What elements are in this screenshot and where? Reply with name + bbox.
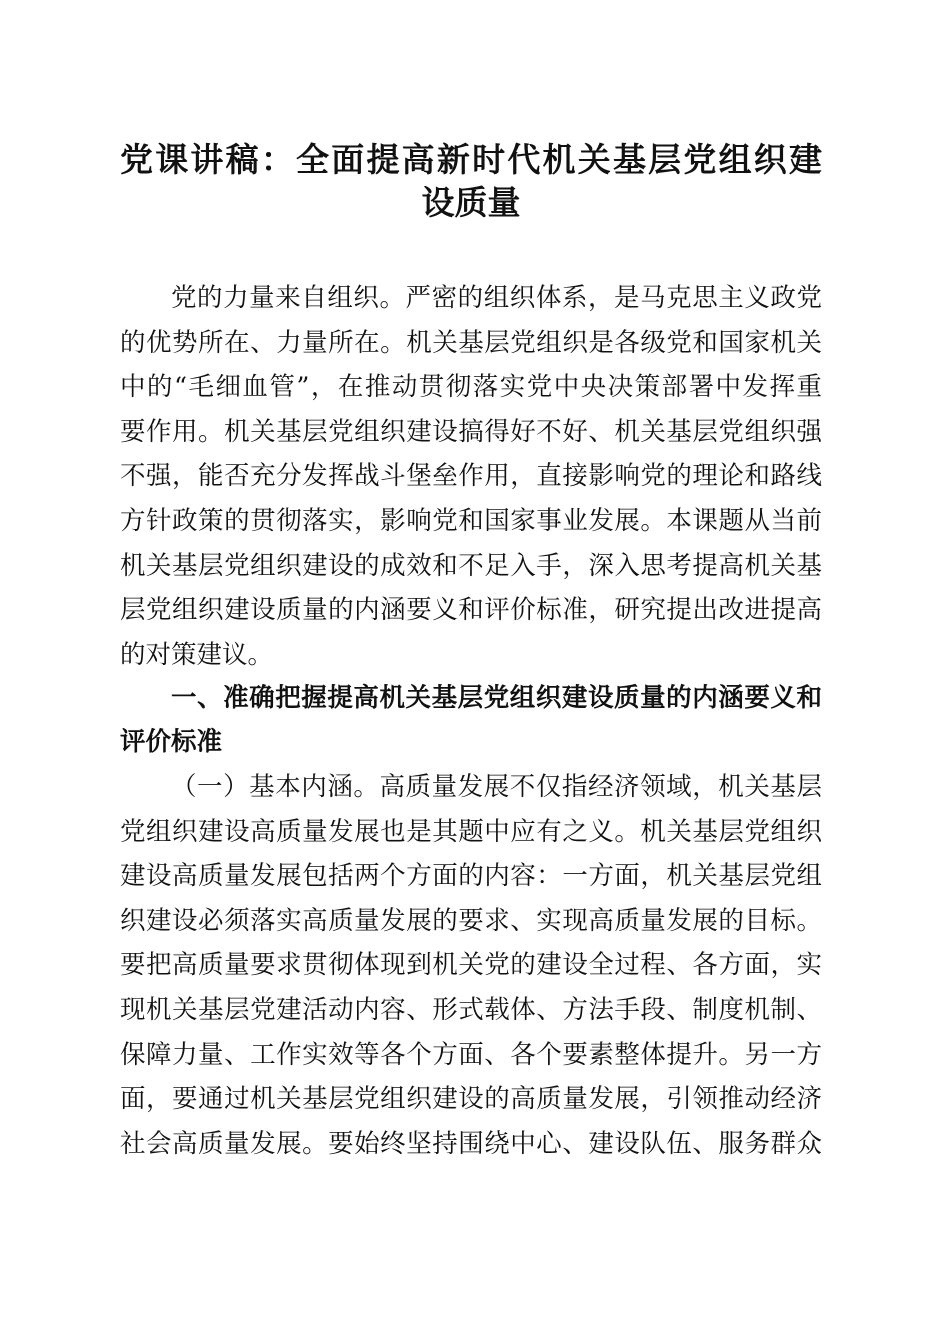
paragraph-line: （一）基本内涵。高质量发展不仅指经济领域，机关基层 (171, 772, 822, 802)
paragraph-line: 面，要通过机关基层党组织建设的高质量发展，引领推动经济 (120, 1084, 822, 1115)
paragraph-line: 社会高质量发展。要始终坚持围绕中心、建设队伍、服务群众 (120, 1128, 822, 1159)
paragraph-line: 保障力量、工作实效等各个方面、各个要素整体提升。另一方 (120, 1039, 822, 1070)
paragraph-line: 建设高质量发展包括两个方面的内容：一方面，机关基层党组 (120, 861, 822, 892)
paragraph-line: 方针政策的贯彻落实，影响党和国家事业发展。本课题从当前 (120, 506, 822, 536)
paragraph-line: 层党组织建设质量的内涵要义和评价标准，研究提出改进提高 (120, 595, 822, 626)
title-line: 设质量 (421, 183, 521, 222)
paragraph-line: 要把高质量要求贯彻体现到机关党的建设全过程、各方面，实 (120, 950, 822, 981)
title-line: 党课讲稿：全面提高新时代机关基层党组织建 (120, 140, 822, 179)
paragraph-line: 不强，能否充分发挥战斗堡垒作用，直接影响党的理论和路线 (120, 461, 822, 492)
section-heading-line: 评价标准 (120, 727, 223, 757)
paragraph-line: 的对策建议。 (120, 639, 274, 670)
paragraph-line: 的优势所在、力量所在。机关基层党组织是各级党和国家机关 (120, 327, 822, 358)
section-heading-line: 一、准确把握提高机关基层党组织建设质量的内涵要义和 (171, 683, 822, 713)
paragraph-line: 党组织建设高质量发展也是其题中应有之义。机关基层党组织 (120, 816, 822, 847)
paragraph-line: 要作用。机关基层党组织建设搞得好不好、机关基层党组织强 (120, 416, 822, 447)
paragraph-line: 党的力量来自组织。严密的组织体系，是马克思主义政党 (171, 283, 822, 313)
paragraph-line: 织建设必须落实高质量发展的要求、实现高质量发展的目标。 (120, 905, 822, 936)
paragraph-line: 现机关基层党建活动内容、形式载体、方法手段、制度机制、 (120, 995, 822, 1025)
paragraph-line: 中的“毛细血管”，在推动贯彻落实党中央决策部署中发挥重 (120, 372, 822, 403)
paragraph-line: 机关基层党组织建设的成效和不足入手，深入思考提高机关基 (120, 550, 822, 581)
